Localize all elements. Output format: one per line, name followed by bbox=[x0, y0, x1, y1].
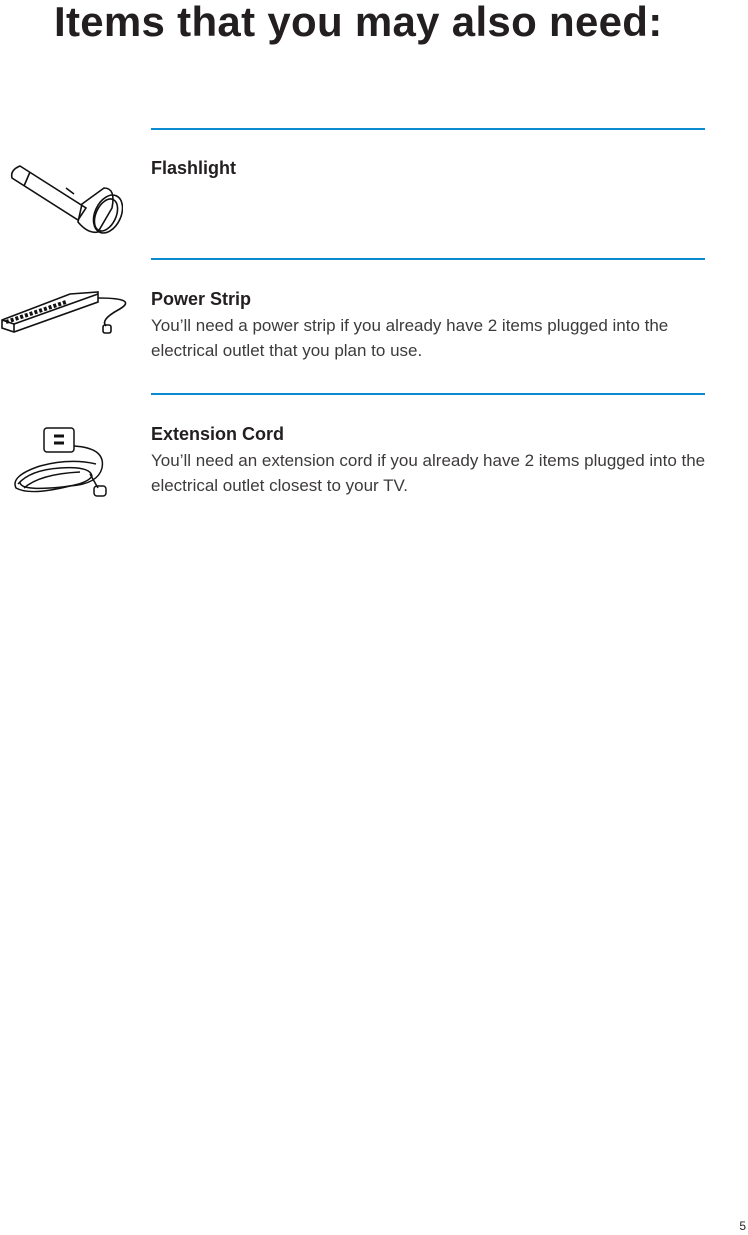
item-description: You’ll need an extension cord if you already have 2 items plugged into the electrical outlet closest to your TV. bbox=[151, 451, 706, 495]
item-name: Extension Cord bbox=[151, 424, 285, 444]
list-item-flashlight bbox=[151, 158, 711, 179]
power-strip-icon bbox=[0, 288, 132, 336]
item-description: You’ll need a power strip if you already have 2 items plugged into the electrical outlet that you plan to use. bbox=[151, 316, 669, 360]
divider bbox=[151, 128, 705, 130]
extension-cord-icon bbox=[10, 424, 115, 500]
page-title: Items that you may also need: bbox=[54, 0, 663, 45]
divider bbox=[151, 393, 705, 395]
flashlight-icon bbox=[8, 158, 123, 238]
item-name: Power Strip bbox=[151, 289, 252, 309]
page-number: 5 bbox=[739, 1219, 746, 1233]
list-item-extension-cord bbox=[151, 424, 711, 498]
list-item-power-strip bbox=[151, 289, 711, 363]
item-name: Flashlight bbox=[151, 158, 236, 178]
divider bbox=[151, 258, 705, 260]
